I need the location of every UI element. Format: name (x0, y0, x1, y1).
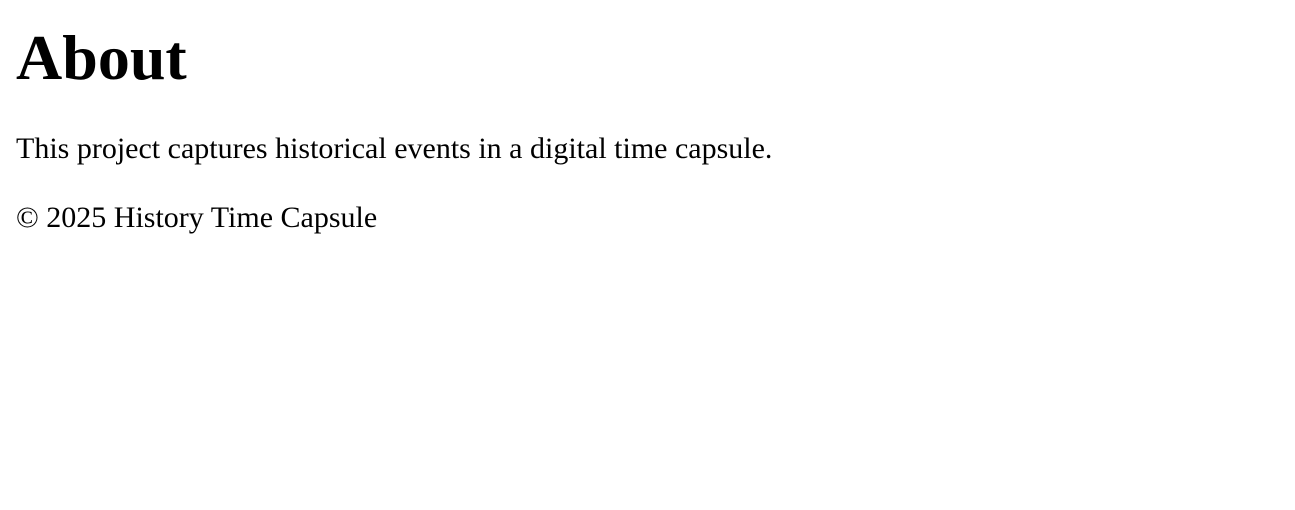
copyright-notice: © 2025 History Time Capsule (16, 201, 378, 234)
page-title: About (16, 22, 187, 93)
project-description: This project captures historical events in a digital time capsule. (16, 132, 773, 165)
about-page (0, 21, 1295, 510)
